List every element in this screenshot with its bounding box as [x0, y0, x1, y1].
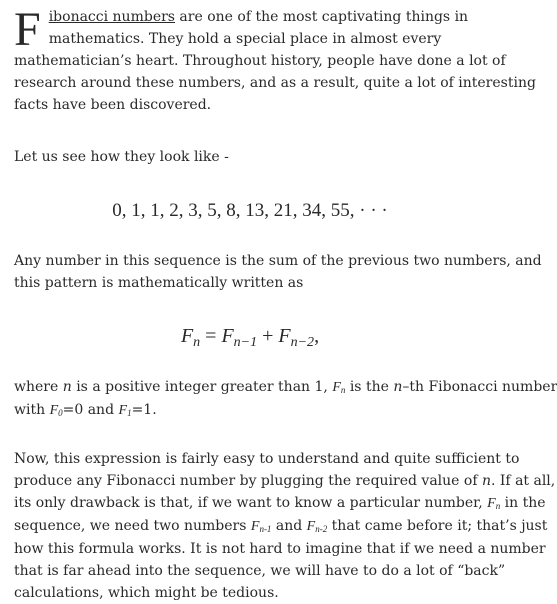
- recurrence-equation: $F_n = F_{n-1} + F_{n-2}$,: [180, 325, 320, 350]
- fibonacci-sequence-equation: 0, 1, 1, 2, 3, 5, 8, 13, 21, 34, 55, · · ·: [112, 200, 388, 221]
- rule-paragraph: Any number in this sequence is the sum of the previous two numbers, and this pattern is mathematically written as: [14, 253, 542, 291]
- fibonacci-numbers-link[interactable]: ibonacci numbers: [48, 9, 175, 25]
- intro-paragraph: F ibonacci numbers are one of the most captivating things in mathematics. They hold a special place in almost every mathematician’s heart. Throughout history, people have done a lot of research around these numbers, and as a result, quite a lot of interesting facts have been discovered.: [14, 3, 536, 113]
- discussion-paragraph: Now, this expression is fairly easy to understand and quite sufficient to produce any Fibonacci number by plugging the required value of n. If at all, its only drawback is that, if we want to know a particular number, $F_n$ in the sequence, we need two numbers $F_{n-1}$ and $F_{n-2}$ that came before it; that’s just how this formula works. It is not hard to imagine that if we need a number that is far ahead into the sequence, we will have to do a lot of “back” calculations, which might be tedious.: [14, 451, 556, 601]
- lead-in-paragraph: Let us see how they look like -: [14, 149, 229, 165]
- drop-cap: F: [14, 3, 41, 56]
- definition-paragraph: where n is a positive integer greater than 1, $F_n$ is the n–th Fibonacci number with $F_0=0$ and $F_1=1$.: [14, 379, 557, 418]
